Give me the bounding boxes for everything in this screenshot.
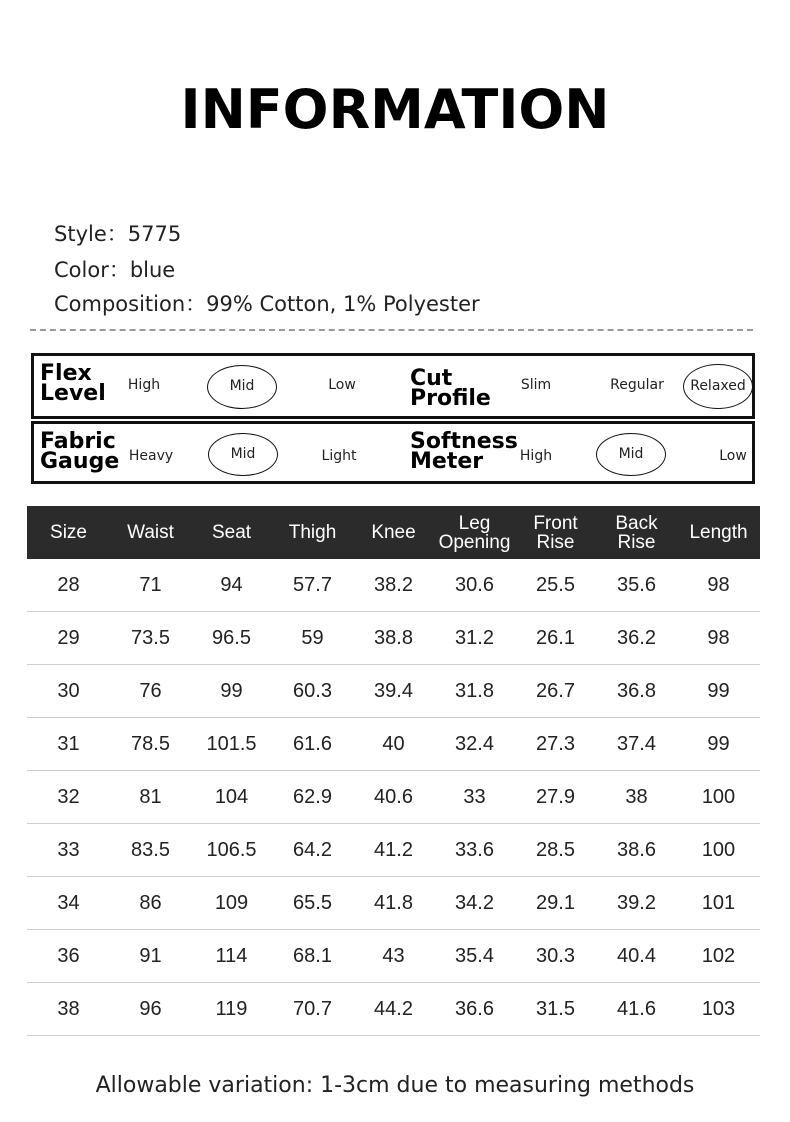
softness-meter-option-low: Low xyxy=(719,448,747,464)
softness-meter-option-mid-selected: Mid xyxy=(596,433,666,476)
table-cell: 37.4 xyxy=(596,718,677,771)
softness-meter-label-line2: Meter xyxy=(410,449,484,474)
fabric-gauge-option-mid-selected: Mid xyxy=(208,433,278,476)
table-cell: 32 xyxy=(27,771,110,824)
table-cell: 99 xyxy=(191,665,272,718)
table-cell: 71 xyxy=(110,559,191,612)
table-cell: 119 xyxy=(191,983,272,1036)
flex-level-option-high: High xyxy=(127,377,161,393)
table-row xyxy=(27,930,760,983)
table-cell: 99 xyxy=(677,718,760,771)
column-header-length: Length xyxy=(677,506,760,559)
table-cell: 104 xyxy=(191,771,272,824)
table-cell: 26.7 xyxy=(515,665,596,718)
table-cell: 31.5 xyxy=(515,983,596,1036)
attribute-row-1 xyxy=(31,353,755,419)
table-row xyxy=(27,612,760,665)
flex-level-scale xyxy=(34,356,404,416)
table-cell: 96 xyxy=(110,983,191,1036)
page-title: INFORMATION xyxy=(180,78,610,141)
table-cell: 73.5 xyxy=(110,612,191,665)
softness-meter-scale xyxy=(404,424,752,481)
fabric-gauge-label xyxy=(40,429,120,474)
table-cell: 102 xyxy=(677,930,760,983)
column-header-front-rise: Front Rise xyxy=(515,506,596,559)
table-cell: 114 xyxy=(191,930,272,983)
table-cell: 38.6 xyxy=(596,824,677,877)
table-cell: 109 xyxy=(191,877,272,930)
flex-level-option-mid-selected: Mid xyxy=(207,365,277,409)
table-cell: 29 xyxy=(27,612,110,665)
table-cell: 36.8 xyxy=(596,665,677,718)
table-cell: 100 xyxy=(677,771,760,824)
column-header-seat: Seat xyxy=(191,506,272,559)
table-cell: 28.5 xyxy=(515,824,596,877)
table-cell: 57.7 xyxy=(272,559,353,612)
table-cell: 29.1 xyxy=(515,877,596,930)
table-cell: 100 xyxy=(677,824,760,877)
table-cell: 41.8 xyxy=(353,877,434,930)
style-info: Style：5775 xyxy=(54,222,182,246)
table-cell: 41.6 xyxy=(596,983,677,1036)
table-cell: 86 xyxy=(110,877,191,930)
table-cell: 30.3 xyxy=(515,930,596,983)
column-header-thigh: Thigh xyxy=(272,506,353,559)
table-cell: 40 xyxy=(353,718,434,771)
table-cell: 62.9 xyxy=(272,771,353,824)
table-cell: 98 xyxy=(677,612,760,665)
column-header-knee: Knee xyxy=(353,506,434,559)
table-row xyxy=(27,718,760,771)
table-cell: 96.5 xyxy=(191,612,272,665)
table-cell: 34 xyxy=(27,877,110,930)
table-cell: 64.2 xyxy=(272,824,353,877)
table-cell: 27.3 xyxy=(515,718,596,771)
table-cell: 91 xyxy=(110,930,191,983)
table-cell: 33 xyxy=(434,771,515,824)
table-cell: 76 xyxy=(110,665,191,718)
measurement-note: Allowable variation: 1-3cm due to measuring methods xyxy=(95,1073,695,1098)
column-header-size: Size xyxy=(27,506,110,559)
table-cell: 61.6 xyxy=(272,718,353,771)
table-cell: 70.7 xyxy=(272,983,353,1036)
table-cell: 33 xyxy=(27,824,110,877)
cut-profile-label-line2: Profile xyxy=(410,386,491,411)
table-cell: 83.5 xyxy=(110,824,191,877)
table-cell: 38.8 xyxy=(353,612,434,665)
cut-profile-option-regular: Regular xyxy=(610,377,664,393)
fabric-gauge-label-line2: Gauge xyxy=(40,449,120,474)
table-cell: 40.4 xyxy=(596,930,677,983)
cut-profile-label-line1: Cut xyxy=(410,366,453,391)
table-row xyxy=(27,824,760,877)
flex-level-label-line1: Flex xyxy=(40,361,92,386)
table-cell: 65.5 xyxy=(272,877,353,930)
table-cell: 27.9 xyxy=(515,771,596,824)
table-cell: 26.1 xyxy=(515,612,596,665)
table-cell: 43 xyxy=(353,930,434,983)
table-cell: 38 xyxy=(27,983,110,1036)
dashed-divider xyxy=(30,329,753,331)
table-cell: 60.3 xyxy=(272,665,353,718)
table-cell: 38.2 xyxy=(353,559,434,612)
cut-profile-option-slim: Slim xyxy=(520,377,552,393)
table-cell: 35.6 xyxy=(596,559,677,612)
size-chart-table xyxy=(27,506,760,1036)
softness-meter-label-line1: Softness xyxy=(410,429,518,454)
color-info: Color：blue xyxy=(54,258,176,282)
softness-meter-option-high: High xyxy=(519,448,553,464)
table-cell: 30.6 xyxy=(434,559,515,612)
table-row xyxy=(27,877,760,930)
table-cell: 99 xyxy=(677,665,760,718)
fabric-gauge-label-line1: Fabric xyxy=(40,429,116,454)
column-header-back-rise: Back Rise xyxy=(596,506,677,559)
table-cell: 40.6 xyxy=(353,771,434,824)
cut-profile-label xyxy=(410,366,491,411)
fabric-gauge-option-light: Light xyxy=(321,448,357,464)
cut-profile-option-relaxed-selected: Relaxed xyxy=(683,364,753,409)
table-cell: 31.2 xyxy=(434,612,515,665)
table-cell: 101 xyxy=(677,877,760,930)
table-cell: 36.6 xyxy=(434,983,515,1036)
size-chart-header-row xyxy=(27,506,760,559)
table-row xyxy=(27,771,760,824)
table-cell: 28 xyxy=(27,559,110,612)
flex-level-option-low: Low xyxy=(328,377,356,393)
table-cell: 81 xyxy=(110,771,191,824)
table-cell: 94 xyxy=(191,559,272,612)
table-cell: 98 xyxy=(677,559,760,612)
cut-profile-scale xyxy=(404,356,752,416)
column-header-leg-opening: Leg Opening xyxy=(434,506,515,559)
table-cell: 36.2 xyxy=(596,612,677,665)
table-cell: 101.5 xyxy=(191,718,272,771)
table-cell: 32.4 xyxy=(434,718,515,771)
table-cell: 59 xyxy=(272,612,353,665)
fabric-gauge-option-heavy: Heavy xyxy=(128,448,174,464)
table-cell: 35.4 xyxy=(434,930,515,983)
table-row xyxy=(27,559,760,612)
table-row xyxy=(27,983,760,1036)
flex-level-label xyxy=(40,361,106,406)
table-cell: 39.4 xyxy=(353,665,434,718)
flex-level-label-line2: Level xyxy=(40,381,106,406)
attribute-row-2 xyxy=(31,421,755,484)
table-cell: 106.5 xyxy=(191,824,272,877)
column-header-waist: Waist xyxy=(110,506,191,559)
table-cell: 39.2 xyxy=(596,877,677,930)
table-cell: 30 xyxy=(27,665,110,718)
size-chart-body xyxy=(27,559,760,1036)
table-cell: 25.5 xyxy=(515,559,596,612)
table-cell: 41.2 xyxy=(353,824,434,877)
table-cell: 44.2 xyxy=(353,983,434,1036)
table-cell: 38 xyxy=(596,771,677,824)
table-cell: 68.1 xyxy=(272,930,353,983)
table-cell: 103 xyxy=(677,983,760,1036)
table-cell: 31.8 xyxy=(434,665,515,718)
table-cell: 33.6 xyxy=(434,824,515,877)
table-row xyxy=(27,665,760,718)
table-cell: 31 xyxy=(27,718,110,771)
composition-info: Composition：99% Cotton, 1% Polyester xyxy=(54,292,480,316)
fabric-gauge-scale xyxy=(34,424,404,481)
table-cell: 78.5 xyxy=(110,718,191,771)
table-cell: 36 xyxy=(27,930,110,983)
table-cell: 34.2 xyxy=(434,877,515,930)
